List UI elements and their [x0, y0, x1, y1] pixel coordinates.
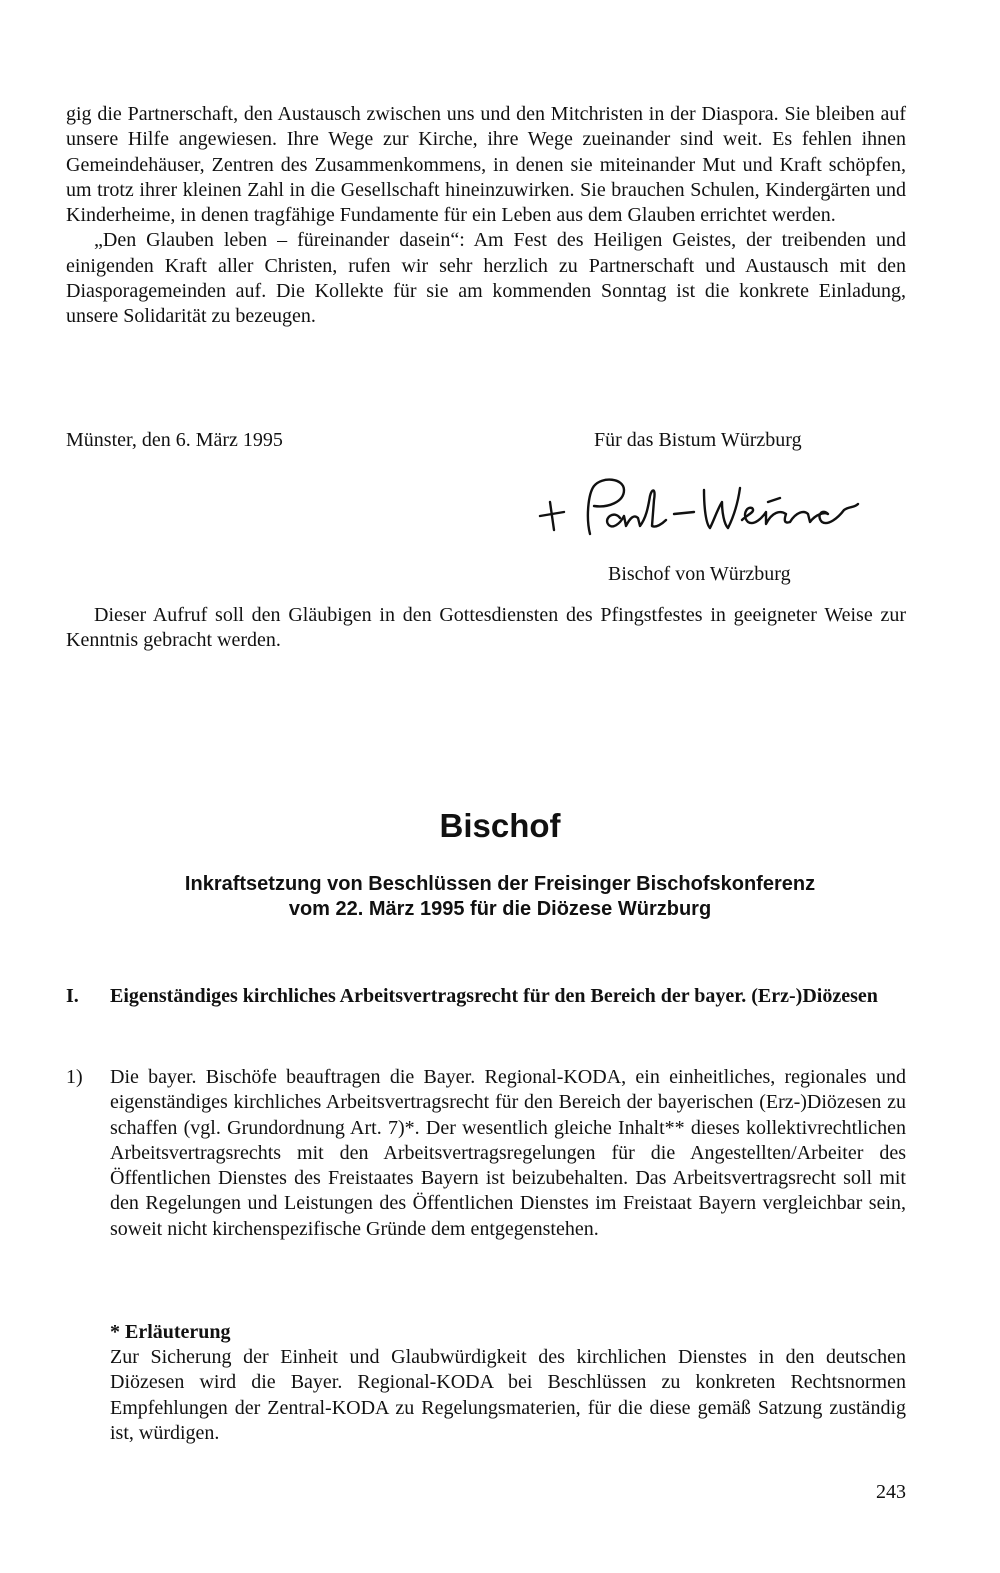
subtitle: [60, 872, 940, 922]
subtitle-line-2: vom 22. März 1995 für die Diözese Würzburg: [288, 898, 712, 920]
paragraph-appeal: „Den Glauben leben – füreinander dasein“: Am Fest des Heiligen Geistes, der treibenden und einigenden Kraft aller Christen, rufen wir sehr herzlich zu Partnerschaft und Austausch mit den Diasporagemeinden auf. Die Kollekte für sie am kommenden Sonntag ist die konkrete Einladung, unsere Solidarität zu bezeugen.: [66, 229, 906, 328]
place-date: Münster, den 6. März 1995: [66, 429, 283, 451]
bishop-role: Bischof von Würzburg: [608, 563, 791, 585]
top-text: [66, 102, 906, 330]
instruction: [66, 603, 906, 654]
item-number: 1): [66, 1066, 83, 1088]
signature: [528, 468, 928, 558]
item-text: Die bayer. Bischöfe beauftragen die Bayer. Regional-KODA, ein einheitliches, regionales und eigenständiges kirchliches Arbeitsvertragsrecht für den Bereich der bayerischen (Erz-)Diözesen zu schaffen (vgl. Grundordnung Art. 7)*. Der wesentlich gleiche Inhalt** dieses kollektivrechtlichen Arbeitsvertragsrechts mit den Arbeitsvertragsregelungen für die Angestellten/Arbeiter des Öffentlichen Dienstes des Freistaates Bayern ist beizubehalten. Das Arbeitsvertragsrecht soll mit den Regelungen und Leistungen des Öffentlichen Dienstes im Freistaat Bayern vergleichbar sein, soweit nicht kirchenspezifische Gründe dem entgegenstehen.: [110, 1066, 906, 1240]
section-number: I.: [66, 985, 79, 1007]
note-title: * Erläuterung: [110, 1321, 231, 1343]
page-number: 243: [876, 1481, 906, 1503]
section-heading: [66, 984, 906, 1009]
dateline: [66, 428, 906, 453]
instruction-text: Dieser Aufruf soll den Gläubigen in den Gottesdiensten des Pfingstfestes in geeigneter Weise zur Kenntnis gebracht werden.: [66, 604, 906, 652]
paragraph-diaspora: gig die Partnerschaft, den Austausch zwischen uns und den Mitchristen in der Diaspora. Sie bleiben auf unsere Hilfe angewiesen. Ihre Wege zur Kirche, ihre Wege zueinander sind weit. Es fehlen ihnen Gemeindehäuser, Zentren des Zusammenkommens, in denen sie miteinander Mut und Kraft schöpfen, um trotz ihrer kleinen Zahl in die Gesellschaft hineinzuwirken. Sie brauchen Schulen, Kindergärten und Kinderheime, in denen tragfähige Fundamente für ein Leben aus dem Glauben errichtet werden.: [66, 103, 906, 227]
bishop-role-row: [608, 562, 791, 587]
section-title: Eigenständiges kirchliches Arbeitsvertragsrecht für den Bereich der bayer. (Erz-)Diözesen: [110, 985, 878, 1007]
note-text: Zur Sicherung der Einheit und Glaubwürdigkeit des kirchlichen Dienstes in den deutschen Diözesen wird die Bayer. Regional-KODA bei Beschlüssen zu konkreten Rechtsnormen Empfehlungen der Zentral-KODA zu Regelungsmaterien, für die diese gemäß Satzung zuständig ist, würdigen.: [110, 1346, 906, 1444]
subtitle-line-1: Inkraftsetzung von Beschlüssen der Freisinger Bischofskonferenz: [184, 873, 816, 895]
note: [110, 1320, 906, 1446]
for-diocese: Für das Bistum Würzburg: [594, 429, 802, 451]
handwritten-signature: [528, 468, 928, 558]
list-item: [66, 1065, 906, 1242]
page-title: Bischof: [439, 807, 561, 844]
